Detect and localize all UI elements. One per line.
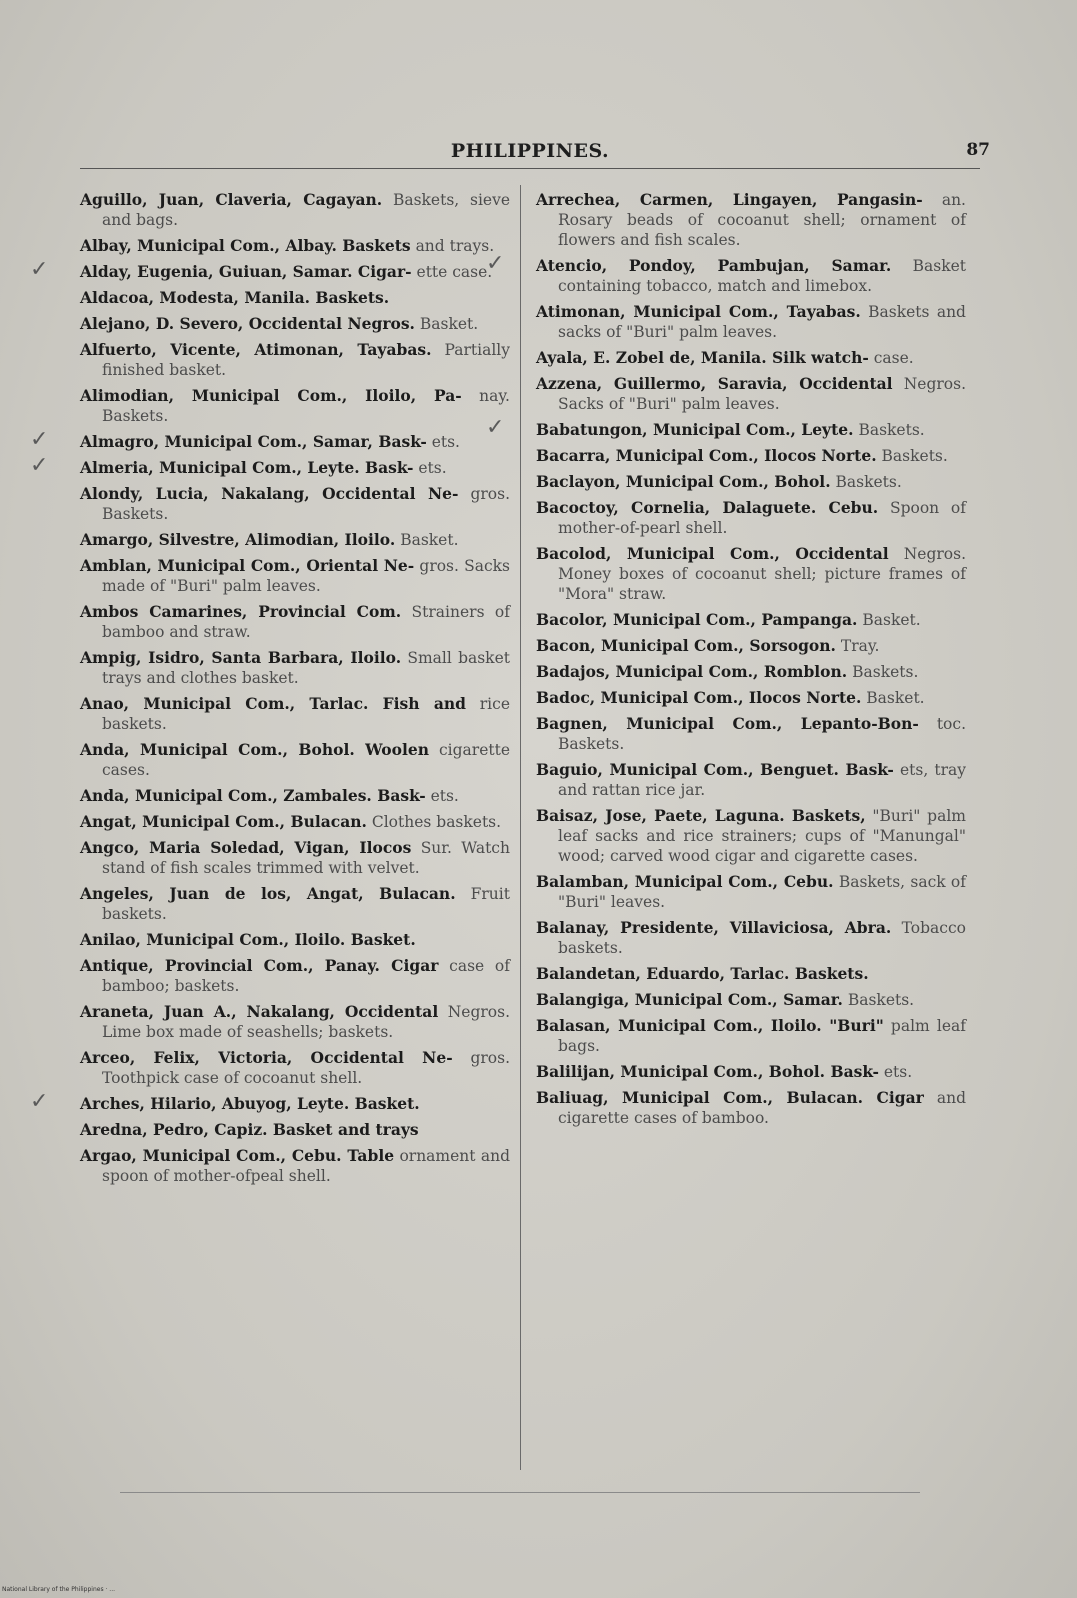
entry-name: Balanay, Presidente, Villaviciosa, Abra.: [536, 918, 892, 937]
entry-description: nay. Baskets.: [102, 387, 510, 425]
catalog-entry: [80, 1048, 510, 1088]
catalog-entry: [30, 1089, 510, 1114]
entry-description: ette case.: [416, 263, 493, 281]
entry-name: Aldacoa, Modesta, Manila. Baskets.: [80, 288, 390, 307]
entry-description: and cigarette cases of bamboo.: [558, 1089, 966, 1127]
catalog-entry: [80, 236, 510, 256]
running-title: PHILIPPINES.: [450, 140, 610, 162]
catalog-entry: [536, 302, 966, 342]
entry-name: Atimonan, Municipal Com., Tayabas.: [536, 302, 861, 321]
entry-name: Anda, Municipal Com., Zambales. Bask-: [80, 786, 426, 805]
entry-name: Antique, Provincial Com., Panay. Cigar: [80, 956, 439, 975]
catalog-entry: [80, 340, 510, 380]
catalog-entry: [80, 1146, 510, 1186]
entry-description: Baskets.: [858, 421, 925, 439]
catalog-entry: [80, 838, 510, 878]
catalog-entry: [80, 648, 510, 688]
entry-name: Anao, Municipal Com., Tarlac. Fish and: [80, 694, 466, 713]
entry-name: Balangiga, Municipal Com., Samar.: [536, 990, 843, 1009]
catalog-entry: [536, 374, 966, 414]
entry-description: palm leaf bags.: [558, 1017, 966, 1055]
entry-description: "Buri" palm leaf sacks and rice strainers; cups of "Manungal" wood; carved wood cigar and cigarette cases.: [558, 807, 966, 865]
entry-name: Bacoctoy, Cornelia, Dalaguete. Cebu.: [536, 498, 879, 517]
entry-description: ets, tray and rattan rice jar.: [558, 761, 966, 799]
catalog-entry: [536, 806, 966, 866]
entry-name: Balilijan, Municipal Com., Bohol. Bask-: [536, 1062, 879, 1081]
entry-name: Bacolor, Municipal Com., Pampanga.: [536, 610, 858, 629]
catalog-entry: [536, 190, 966, 250]
entry-description: Baskets.: [835, 473, 902, 491]
checkmark-icon: ✓: [486, 415, 505, 440]
entry-description: Baskets, sieve and bags.: [102, 191, 510, 229]
entry-name: Bacarra, Municipal Com., Ilocos Norte.: [536, 446, 877, 465]
catalog-entry: [80, 190, 510, 230]
entry-description: gros. Baskets.: [102, 485, 510, 523]
entry-description: an. Rosary beads of cocoanut shell; ornament of flowers and fish scales.: [558, 191, 966, 249]
entry-description: Basket.: [419, 315, 479, 333]
entry-description: Basket.: [866, 689, 925, 707]
entry-name: Anilao, Municipal Com., Iloilo. Basket.: [80, 930, 416, 949]
checkmark-icon: ✓: [30, 427, 49, 452]
catalog-entry: [80, 386, 510, 426]
entry-description: Baskets, sack of "Buri" leaves.: [558, 873, 966, 911]
entry-description: rice baskets.: [102, 695, 510, 733]
catalog-entry: [80, 1002, 510, 1042]
catalog-entry: [80, 884, 510, 924]
entry-name: Alday, Eugenia, Guiuan, Samar. Cigar-: [80, 262, 412, 281]
entry-name: Ambos Camarines, Provincial Com.: [80, 602, 402, 621]
entry-name: Balasan, Municipal Com., Iloilo. "Buri": [536, 1016, 884, 1035]
catalog-entry: [80, 812, 510, 832]
entry-name: Albay, Municipal Com., Albay. Baskets: [80, 236, 411, 255]
entry-name: Badoc, Municipal Com., Ilocos Norte.: [536, 688, 862, 707]
catalog-entry: [80, 1120, 510, 1140]
entry-name: Argao, Municipal Com., Cebu. Table: [80, 1146, 395, 1165]
entry-name: Amblan, Municipal Com., Oriental Ne-: [80, 556, 415, 575]
catalog-entry: [486, 415, 966, 440]
entry-description: Baskets.: [847, 991, 915, 1009]
entry-description: ets.: [430, 787, 459, 805]
entry-name: Alondy, Lucia, Nakalang, Occidental Ne-: [80, 484, 459, 503]
entry-name: Badajos, Municipal Com., Romblon.: [536, 662, 848, 681]
entry-description: gros. Toothpick case of cocoanut shell.: [102, 1049, 510, 1087]
checkmark-icon: ✓: [486, 251, 505, 276]
entry-name: Baguio, Municipal Com., Benguet. Bask-: [536, 760, 894, 779]
catalog-entry: [536, 498, 966, 538]
column-divider: [520, 185, 521, 1470]
catalog-entry: [536, 662, 966, 682]
catalog-entry: [536, 990, 966, 1010]
entry-name: Bacon, Municipal Com., Sorsogon.: [536, 636, 836, 655]
entry-description: ets.: [418, 459, 447, 477]
catalog-entry: [536, 446, 966, 466]
catalog-entry: [536, 918, 966, 958]
catalog-entry: [80, 786, 510, 806]
entry-name: Alimodian, Municipal Com., Iloilo, Pa-: [80, 386, 462, 405]
page-number: 87: [966, 140, 990, 160]
catalog-entry: [536, 964, 966, 984]
catalog-entry: [80, 740, 510, 780]
catalog-entry: [30, 453, 510, 478]
catalog-entry: [80, 930, 510, 950]
entry-name: Aguillo, Juan, Claveria, Cagayan.: [80, 190, 383, 209]
entry-name: Alfuerto, Vicente, Atimonan, Tayabas.: [80, 340, 432, 359]
entry-description: Baskets and sacks of "Buri" palm leaves.: [558, 303, 966, 341]
entry-description: Baskets.: [881, 447, 948, 465]
entry-description: Strainers of bamboo and straw.: [102, 603, 510, 641]
entry-name: Almagro, Municipal Com., Samar, Bask-: [80, 432, 427, 451]
catalog-entry: [536, 872, 966, 912]
entry-description: ornament and spoon of mother-ofpeal shell.: [102, 1147, 511, 1185]
entry-description: Small basket trays and clothes basket.: [102, 649, 510, 687]
entry-description: Clothes baskets.: [371, 813, 502, 831]
catalog-entry: [80, 484, 510, 524]
catalog-entry: [80, 314, 510, 334]
catalog-entry: [80, 556, 510, 596]
entry-description: Tray.: [840, 637, 880, 655]
checkmark-icon: ✓: [30, 1089, 49, 1114]
catalog-entry: [30, 257, 510, 282]
footer-credit: National Library of the Philippines · ...: [2, 1586, 116, 1593]
entry-description: Basket.: [862, 611, 921, 629]
entry-name: Ampig, Isidro, Santa Barbara, Iloilo.: [80, 648, 402, 667]
catalog-entry: [536, 760, 966, 800]
checkmark-icon: ✓: [30, 257, 49, 282]
catalog-entry: [536, 1016, 966, 1056]
entry-description: ets.: [431, 433, 460, 451]
entry-description: Negros. Money boxes of cocoanut shell; picture frames of "Mora" straw.: [558, 545, 966, 603]
catalog-entry: [536, 544, 966, 604]
catalog-entry: [80, 694, 510, 734]
entry-name: Anda, Municipal Com., Bohol. Woolen: [80, 740, 430, 759]
catalog-entry: [30, 427, 510, 452]
catalog-entry: [486, 251, 966, 296]
catalog-entry: [536, 636, 966, 656]
catalog-entry: [80, 602, 510, 642]
entry-description: Negros. Lime box made of seashells; baskets.: [102, 1003, 510, 1041]
catalog-entry: [536, 1062, 966, 1082]
entry-name: Arrechea, Carmen, Lingayen, Pangasin-: [536, 190, 923, 209]
entry-name: Araneta, Juan A., Nakalang, Occidental: [80, 1002, 439, 1021]
entry-description: Partially finished basket.: [102, 341, 510, 379]
entry-description: Negros. Sacks of "Buri" palm leaves.: [558, 375, 966, 413]
catalog-entry: [536, 610, 966, 630]
right-column: [486, 190, 966, 1134]
entry-name: Aredna, Pedro, Capiz. Basket and trays: [80, 1120, 419, 1139]
left-column: [30, 190, 511, 1192]
entry-description: Basket.: [400, 531, 459, 549]
entry-name: Baclayon, Municipal Com., Bohol.: [536, 472, 831, 491]
entry-name: Balandetan, Eduardo, Tarlac. Baskets.: [536, 964, 869, 983]
header-rule: [80, 168, 980, 169]
entry-name: Amargo, Silvestre, Alimodian, Iloilo.: [80, 530, 396, 549]
catalog-entry: [536, 688, 966, 708]
entry-description: Spoon of mother-of-pearl shell.: [558, 499, 966, 537]
entry-name: Babatungon, Municipal Com., Leyte.: [536, 420, 854, 439]
entry-name: Angco, Maria Soledad, Vigan, Ilocos: [80, 838, 412, 857]
entry-description: ets.: [883, 1063, 913, 1081]
entry-name: Baisaz, Jose, Paete, Laguna. Baskets,: [536, 806, 866, 825]
entry-description: gros. Sacks made of "Buri" palm leaves.: [102, 557, 510, 595]
catalog-entry: [80, 288, 510, 308]
entry-name: Bacolod, Municipal Com., Occidental: [536, 544, 889, 563]
entry-description: Sur. Watch stand of fish scales trimmed with velvet.: [102, 839, 510, 877]
entry-description: and trays.: [415, 237, 495, 255]
page-header: [70, 140, 990, 170]
entry-name: Angat, Municipal Com., Bulacan.: [80, 812, 367, 831]
entry-description: Basket containing tobacco, match and limebox.: [558, 257, 966, 295]
entry-name: Bagnen, Municipal Com., Lepanto-Bon-: [536, 714, 919, 733]
entry-name: Ayala, E. Zobel de, Manila. Silk watch-: [536, 348, 869, 367]
entry-name: Arceo, Felix, Victoria, Occidental Ne-: [80, 1048, 453, 1067]
entry-description: case of bamboo; baskets.: [102, 957, 510, 995]
entry-name: Atencio, Pondoy, Pambujan, Samar.: [536, 256, 892, 275]
checkmark-icon: ✓: [30, 453, 49, 478]
entry-description: Tobacco baskets.: [558, 919, 966, 957]
entry-description: cigarette cases.: [102, 741, 510, 779]
entry-name: Alejano, D. Severo, Occidental Negros.: [80, 314, 415, 333]
entry-description: Fruit baskets.: [102, 885, 510, 923]
entry-description: case.: [873, 349, 914, 367]
entry-description: toc. Baskets.: [558, 715, 966, 753]
catalog-entry: [536, 714, 966, 754]
catalog-entry: [536, 472, 966, 492]
entry-name: Almeria, Municipal Com., Leyte. Bask-: [80, 458, 414, 477]
catalog-entry: [536, 348, 966, 368]
entry-name: Balamban, Municipal Com., Cebu.: [536, 872, 834, 891]
catalog-entry: [536, 1088, 966, 1128]
catalog-entry: [80, 530, 510, 550]
entry-name: Angeles, Juan de los, Angat, Bulacan.: [80, 884, 456, 903]
footer-rule: [120, 1492, 920, 1493]
catalog-entry: [80, 956, 510, 996]
entry-description: Baskets.: [852, 663, 919, 681]
entry-name: Arches, Hilario, Abuyog, Leyte. Basket.: [80, 1094, 420, 1113]
entry-name: Azzena, Guillermo, Saravia, Occidental: [536, 374, 893, 393]
entry-name: Baliuag, Municipal Com., Bulacan. Cigar: [536, 1088, 924, 1107]
